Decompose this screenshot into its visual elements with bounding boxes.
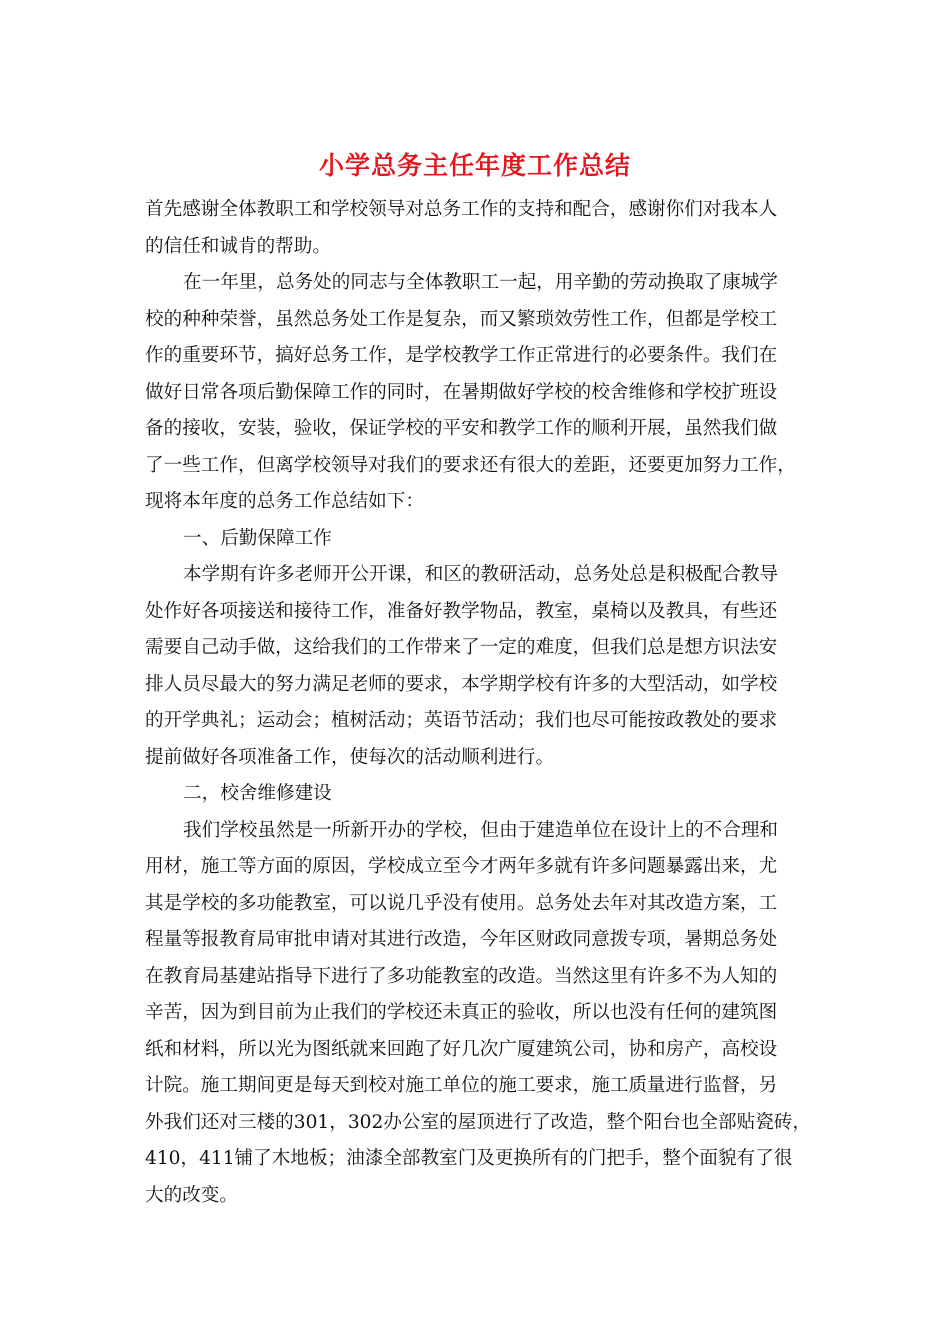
text-line: 的开学典礼；运动会；植树活动；英语节活动；我们也尽可能按政教处的要求 xyxy=(145,710,778,731)
text-line: 的信任和诚肯的帮助。 xyxy=(145,235,331,257)
text-line: 程量等报教育局审批申请对其进行改造，今年区财政同意拨专项，暑期总务处 xyxy=(145,929,778,950)
text-line: 做好日常各项后勤保障工作的同时，在暑期做好学校的校舍维修和学校扩班设 xyxy=(145,381,778,403)
text-line: 作的重要环节，搞好总务工作，是学校教学工作正常进行的必要条件。我们在 xyxy=(145,345,778,366)
text-line: 纸和材料，所以光为图纸就来回跑了好几次广厦建筑公司，协和房产，高校设 xyxy=(145,1038,778,1060)
document-body xyxy=(145,192,813,1214)
text-line: 本学期有许多老师开公开课，和区的教研活动，总务处总是积极配合教导 xyxy=(183,564,779,585)
text-line: 外我们还对三楼的301，302办公室的屋顶进行了改造，整个阳台也全部贴瓷砖， xyxy=(145,1111,811,1133)
text-line: 提前做好各项准备工作，使每次的活动顺利进行。 xyxy=(145,746,555,768)
text-line: 其是学校的多功能教室，可以说几乎没有使用。总务处去年对其改造方案，工 xyxy=(145,892,778,914)
text-line: 大的改变。 xyxy=(145,1184,238,1206)
text-line: 校的种种荣誉，虽然总务处工作是复杂，而又繁琐效劳性工作，但都是学校工 xyxy=(145,308,778,330)
text-line: 排人员尽最大的努力满足老师的要求，本学期学校有许多的大型活动，如学校 xyxy=(145,673,778,695)
text-line: 计院。施工期间更是每天到校对施工单位的施工要求，施工质量进行监督，另 xyxy=(145,1075,778,1096)
text-line: 用材，施工等方面的原因，学校成立至今才两年多就有许多问题暴露出来，尤 xyxy=(145,856,778,877)
text-line: 处作好各项接送和接待工作，准备好教学物品，教室，桌椅以及教具，有些还 xyxy=(145,600,778,622)
text-line: 410，411铺了木地板；油漆全部教室门及更换所有的门把手，整个面貌有了很 xyxy=(145,1148,793,1169)
text-line: 我们学校虽然是一所新开办的学校，但由于建造单位在设计上的不合理和 xyxy=(183,819,779,841)
text-line: 现将本年度的总务工作总结如下： xyxy=(145,491,424,512)
text-line: 辛苦，因为到目前为止我们的学校还未真正的验收，所以也没有任何的建筑图 xyxy=(145,1002,778,1023)
text-line: 在一年里，总务处的同志与全体教职工一起，用辛勤的劳动换取了康城学 xyxy=(183,272,779,293)
text-line: 一、后勤保障工作 xyxy=(183,527,332,549)
document-title: 小学总务主任年度工作总结 xyxy=(318,151,631,180)
text-line: 在教育局基建站指导下进行了多功能教室的改造。当然这里有许多不为人知的 xyxy=(145,965,778,987)
text-line: 首先感谢全体教职工和学校领导对总务工作的支持和配合，感谢你们对我本人 xyxy=(145,199,778,220)
text-line: 二，校舍维修建设 xyxy=(183,783,332,804)
text-line: 备的接收，安装，验收，保证学校的平安和教学工作的顺利开展，虽然我们做 xyxy=(145,418,778,439)
text-line: 需要自己动手做，这给我们的工作带来了一定的难度，但我们总是想方识法安 xyxy=(145,637,778,658)
text-line: 了一些工作，但离学校领导对我们的要求还有很大的差距，还要更加努力工作， xyxy=(145,454,796,476)
